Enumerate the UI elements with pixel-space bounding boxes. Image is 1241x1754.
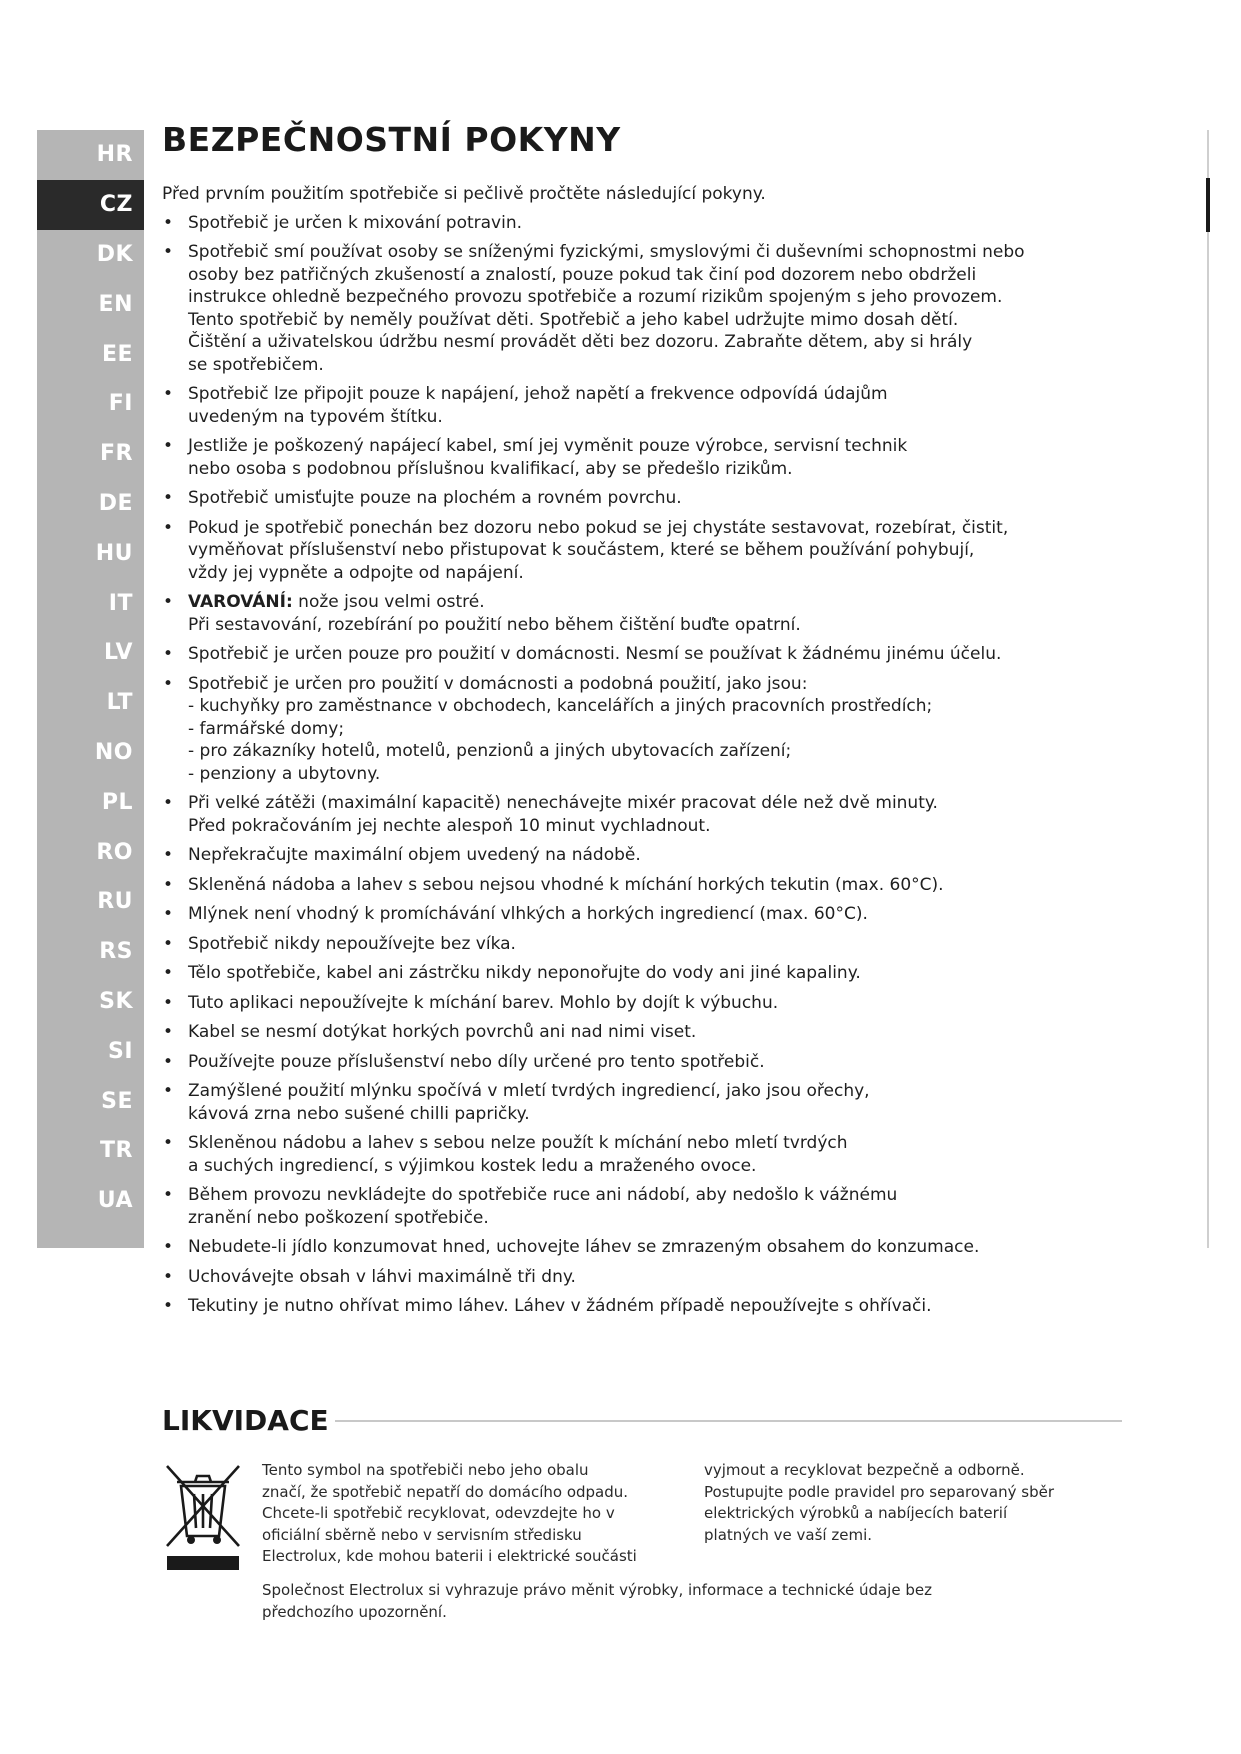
list-item-line: vždy jej vypněte a odpojte od napájení. bbox=[188, 562, 524, 583]
lang-tab-sk[interactable]: SK bbox=[99, 988, 133, 1014]
list-item-line: • Spotřebič umisťujte pouze na plochém a rovném povrchu. bbox=[188, 488, 682, 508]
lang-tab-ee[interactable]: EE bbox=[101, 341, 133, 367]
list-item bbox=[162, 435, 1172, 480]
lang-tab-ru[interactable]: RU bbox=[97, 889, 133, 915]
lang-tab-tr[interactable]: TR bbox=[100, 1138, 133, 1164]
weee-bin-icon bbox=[161, 1460, 245, 1572]
disposal-text-col1 bbox=[262, 1460, 637, 1568]
list-item-line: zranění nebo poškození spotřebiče. bbox=[188, 1207, 489, 1228]
list-item bbox=[162, 643, 1172, 666]
list-item-line: • Při velké zátěži (maximální kapacitě) nenechávejte mixér pracovat déle než dvě minuty. bbox=[188, 793, 938, 813]
lang-tab-ua[interactable]: UA bbox=[97, 1188, 133, 1214]
disposal-line: předchozího upozornění. bbox=[262, 1602, 447, 1621]
list-item-line: - farmářské domy; bbox=[188, 718, 345, 739]
list-item bbox=[162, 1266, 1172, 1289]
disposal-line: elektrických výrobků a nabíjecích baterií bbox=[704, 1504, 1008, 1522]
list-item-line: - kuchyňky pro zaměstnance v obchodech, kancelářích a jiných pracovních prostředích; bbox=[188, 696, 933, 716]
list-item bbox=[162, 673, 1172, 786]
list-item bbox=[162, 903, 1172, 926]
list-item-line: • Spotřebič lze připojit pouze k napájení, jehož napětí a frekvence odpovídá údajům bbox=[188, 384, 888, 404]
lang-tab-lt[interactable]: LT bbox=[106, 690, 133, 716]
list-item-line: Při sestavování, rozebírání po použití nebo během čištění buďte opatrní. bbox=[188, 614, 801, 635]
lang-tab-si[interactable]: SI bbox=[107, 1038, 133, 1064]
divider bbox=[335, 1420, 1122, 1422]
list-item-line: • Používejte pouze příslušenství nebo díly určené pro tento spotřebič. bbox=[188, 1051, 765, 1072]
disposal-line: Postupujte podle pravidel pro separovaný sběr bbox=[704, 1482, 1054, 1501]
margin-rule-marker bbox=[1206, 178, 1210, 232]
list-item bbox=[162, 241, 1172, 376]
list-item bbox=[162, 962, 1172, 985]
disposal-line: Electrolux, kde mohou baterii i elektrické součásti bbox=[262, 1547, 637, 1565]
lang-tab-fr[interactable]: FR bbox=[100, 441, 133, 467]
list-item-line: nebo osoba s podobnou příslušnou kvalifikací, aby se předešlo rizikům. bbox=[188, 458, 793, 479]
list-item-line: • Zamýšlené použití mlýnku spočívá v mletí tvrdých ingrediencí, jako jsou ořechy, bbox=[188, 1081, 870, 1101]
list-item bbox=[162, 517, 1172, 585]
list-item bbox=[162, 1184, 1172, 1229]
disposal-line: platných ve vaší zemi. bbox=[704, 1525, 873, 1544]
lang-tab-de[interactable]: DE bbox=[98, 490, 133, 516]
list-item bbox=[162, 1295, 1172, 1318]
list-item-line: • Spotřebič je určen k mixování potravin. bbox=[188, 212, 523, 233]
list-item-line: • Spotřebič smí používat osoby se sníženými fyzickými, smyslovými či duševními schopnostmi nebo bbox=[188, 242, 1025, 262]
list-item-line: - penziony a ubytovny. bbox=[188, 763, 381, 784]
list-item-line: • Spotřebič je určen pro použití v domácnosti a podobná použití, jako jsou: bbox=[188, 673, 808, 694]
disposal-line: vyjmout a recyklovat bezpečně a odborně. bbox=[704, 1461, 1025, 1479]
lang-tab-lv[interactable]: LV bbox=[103, 640, 133, 666]
list-item-line: • Tělo spotřebiče, kabel ani zástrčku nikdy neponořujte do vody ani jiné kapaliny. bbox=[188, 963, 861, 983]
language-tabs bbox=[37, 130, 144, 1248]
disposal-line: Společnost Electrolux si vyhrazuje právo měnit výrobky, informace a technické údaje bez bbox=[262, 1581, 932, 1599]
safety-section bbox=[162, 120, 1172, 1325]
list-item bbox=[162, 1080, 1172, 1125]
disposal-line: Chcete-li spotřebič recyklovat, odevzdejte ho v bbox=[262, 1504, 615, 1522]
lang-tab-pl[interactable]: PL bbox=[101, 789, 133, 815]
list-item-line: • Spotřebič nikdy nepoužívejte bez víka. bbox=[188, 933, 516, 954]
lang-tab-se[interactable]: SE bbox=[101, 1088, 133, 1114]
lang-tab-hu[interactable]: HU bbox=[95, 540, 133, 566]
list-item-line: vyměňovat příslušenství nebo přistupovat k součástem, které se během používání pohybují, bbox=[188, 540, 975, 560]
list-item bbox=[162, 992, 1172, 1015]
list-item-line: • Uchovávejte obsah v láhvi maximálně tři dny. bbox=[188, 1266, 576, 1287]
list-item bbox=[162, 383, 1172, 428]
list-item bbox=[162, 874, 1172, 897]
margin-rule bbox=[1207, 130, 1209, 1248]
list-item-line: • Mlýnek není vhodný k promíchávání vlhkých a horkých ingrediencí (max. 60°C). bbox=[188, 904, 868, 924]
safety-list bbox=[162, 212, 1172, 1318]
warning-text: nože jsou velmi ostré. bbox=[292, 592, 485, 612]
list-item bbox=[162, 487, 1172, 510]
list-item-line: instrukce ohledně bezpečného provozu spotřebiče a rozumí rizikům spojeným s jeho provozem. bbox=[188, 287, 1003, 307]
disposal-title: LIKVIDACE bbox=[162, 1404, 329, 1437]
list-item-line: • Během provozu nevkládejte do spotřebiče ruce ani nádobí, aby nedošlo k vážnému bbox=[188, 1185, 898, 1205]
list-item-line: • Kabel se nesmí dotýkat horkých povrchů ani nad nimi viset. bbox=[188, 1022, 697, 1042]
list-item-line: Před pokračováním jej nechte alespoň 10 minut vychladnout. bbox=[188, 815, 711, 836]
list-item-line: • Nepřekračujte maximální objem uvedený na nádobě. bbox=[188, 845, 641, 865]
list-item bbox=[162, 591, 1172, 636]
list-item-line bbox=[188, 591, 1172, 614]
lang-tab-no[interactable]: NO bbox=[94, 739, 133, 765]
disposal-line: značí, že spotřebič nepatří do domácího odpadu. bbox=[262, 1482, 629, 1501]
list-item bbox=[162, 212, 1172, 235]
lang-tab-fi[interactable]: FI bbox=[108, 391, 133, 417]
lang-tab-it[interactable]: IT bbox=[108, 590, 133, 616]
list-item bbox=[162, 1051, 1172, 1074]
list-item-line: • Skleněná nádoba a lahev s sebou nejsou vhodné k míchání horkých tekutin (max. 60°C). bbox=[188, 874, 944, 895]
list-item-line: • Skleněnou nádobu a lahev s sebou nelze použít k míchání nebo mletí tvrdých bbox=[188, 1133, 848, 1153]
list-item-line: • Tekutiny je nutno ohřívat mimo láhev. Láhev v žádném případě nepoužívejte s ohřívači. bbox=[188, 1296, 932, 1316]
list-item bbox=[162, 933, 1172, 956]
list-item bbox=[162, 1132, 1172, 1177]
list-item-line: osoby bez patřičných zkušeností a znalostí, pouze pokud tak činí pod dozorem nebo obdrželi bbox=[188, 264, 977, 285]
page-title: BEZPEČNOSTNÍ POKYNY bbox=[162, 120, 621, 159]
lang-tab-en[interactable]: EN bbox=[98, 291, 133, 317]
list-item-line: • Nebudete-li jídlo konzumovat hned, uchovejte láhev se zmrazeným obsahem do konzumace. bbox=[188, 1237, 980, 1257]
disposal-text-col2 bbox=[704, 1460, 1054, 1546]
list-item-line: uvedeným na typovém štítku. bbox=[188, 406, 443, 427]
list-item-line: • Spotřebič je určen pouze pro použití v domácnosti. Nesmí se používat k žádnému jinému účelu. bbox=[188, 644, 1002, 664]
list-item-line: • Jestliže je poškozený napájecí kabel, smí jej vyměnit pouze výrobce, servisní technik bbox=[188, 436, 908, 456]
list-item-line: • Tuto aplikaci nepoužívejte k míchání barev. Mohlo by dojít k výbuchu. bbox=[188, 992, 779, 1013]
intro-text: Před prvním použitím spotřebiče si pečlivě pročtěte následující pokyny. bbox=[162, 184, 766, 204]
list-item-line: • Pokud je spotřebič ponechán bez dozoru nebo pokud se jej chystáte sestavovat, rozebírat, čistit, bbox=[188, 517, 1009, 538]
list-item bbox=[162, 844, 1172, 867]
lang-tab-rs[interactable]: RS bbox=[99, 939, 133, 965]
lang-tab-dk[interactable]: DK bbox=[96, 241, 133, 267]
list-item-line: se spotřebičem. bbox=[188, 354, 324, 375]
list-item bbox=[162, 1021, 1172, 1044]
list-item bbox=[162, 792, 1172, 837]
list-item-line: kávová zrna nebo sušené chilli papričky. bbox=[188, 1103, 530, 1124]
disposal-line: oficiální sběrně nebo v servisním středisku bbox=[262, 1525, 582, 1544]
disposal-line: Tento symbol na spotřebiči nebo jeho obalu bbox=[262, 1461, 589, 1479]
lang-tab-cz[interactable]: CZ bbox=[37, 180, 144, 230]
disposal-footnote bbox=[262, 1580, 932, 1623]
list-item bbox=[162, 1236, 1172, 1259]
disposal-header bbox=[162, 1404, 1122, 1437]
list-item-line: Tento spotřebič by neměly používat děti. Spotřebič a jeho kabel udržujte mimo dosah dětí. bbox=[188, 309, 959, 330]
warning-label: VAROVÁNÍ: bbox=[188, 592, 293, 612]
lang-tab-hr[interactable]: HR bbox=[96, 142, 133, 168]
list-item-line: Čištění a uživatelskou údržbu nesmí provádět děti bez dozoru. Zabraňte dětem, aby si hrály bbox=[188, 332, 973, 352]
lang-tab-ro[interactable]: RO bbox=[96, 839, 133, 865]
list-item-line: a suchých ingrediencí, s výjimkou kostek ledu a mraženého ovoce. bbox=[188, 1155, 757, 1176]
list-item-line: - pro zákazníky hotelů, motelů, penzionů a jiných ubytovacích zařízení; bbox=[188, 741, 792, 761]
